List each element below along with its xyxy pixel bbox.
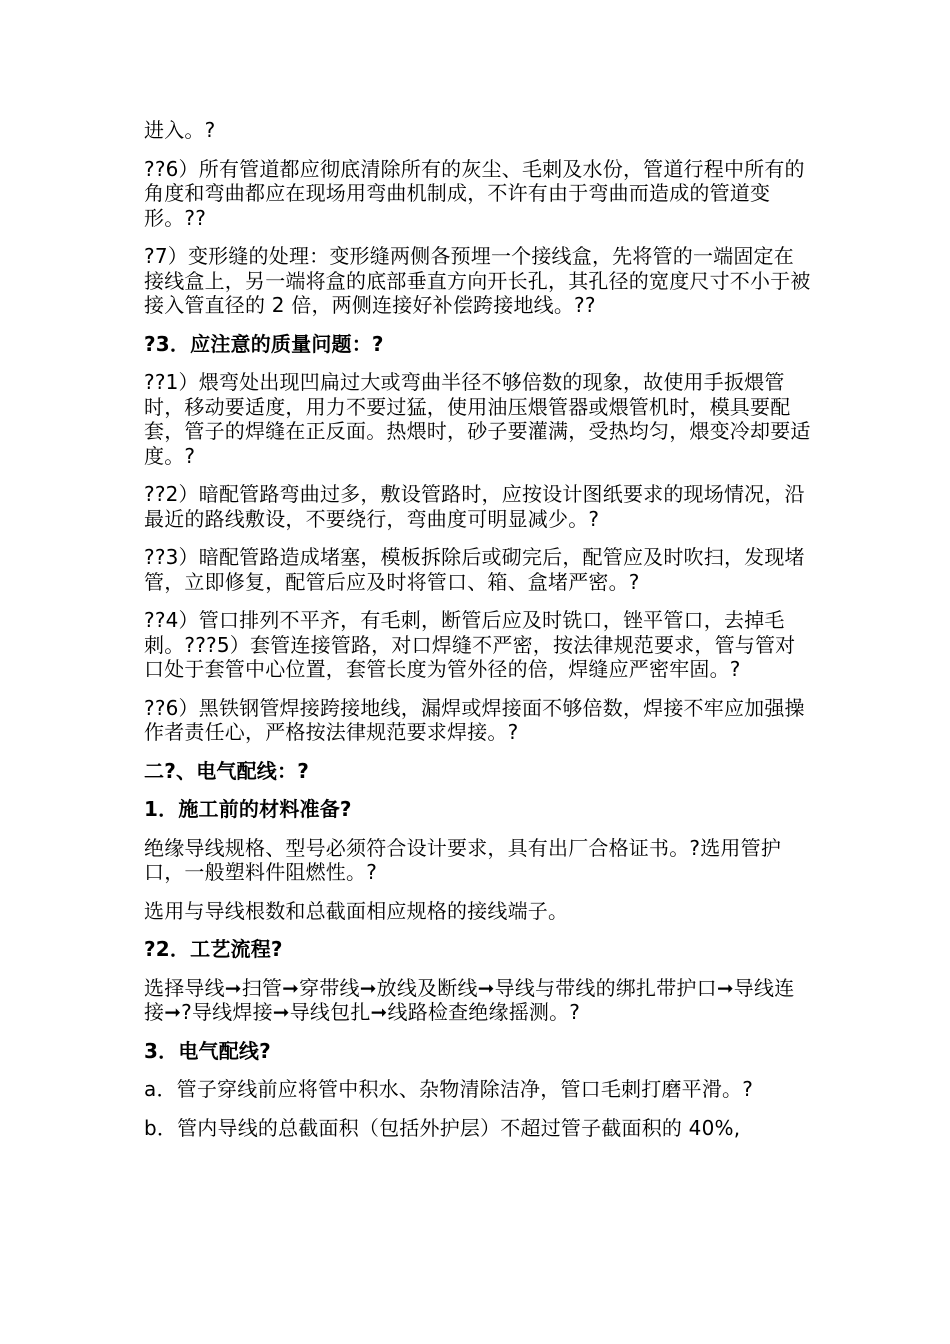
paragraph: ??6）所有管道都应彻底清除所有的灰尘、毛刺及水份，管道行程中所有的角度和弯曲都应在现场用弯曲机制成，不许有由于弯曲而造成的管道变形。??	[144, 156, 805, 230]
paragraph: ??6）黑铁钢管焊接跨接地线，漏焊或焊接面不够倍数，焊接不牢应加强操作者责任心，严格按法律规范要求焊接。?	[144, 695, 805, 744]
paragraph: b．管内导线的总截面积（包括外护层）不超过管子截面积的 40%,	[144, 1115, 741, 1140]
paragraph: ?7）变形缝的处理：变形缝两侧各预埋一个接线盒，先将管的一端固定在接线盒上，另一端将盒的底部垂直方向开长孔，其孔径的宽度尺寸不小于被接入管直径的 2 倍，两侧连接好补偿跨接地线。??	[144, 244, 811, 317]
paragraph: ??3）暗配管路造成堵塞，模板拆除后或砌完后，配管应及时吹扫，发现堵管，立即修复，配管后应及时将管口、箱、盒堵严密。?	[144, 545, 805, 594]
section-heading: ?2．工艺流程?	[144, 937, 283, 961]
paragraph: 选用与导线根数和总截面相应规格的接线端子。	[144, 898, 569, 923]
paragraph: ??1）煨弯处出现凹扁过大或弯曲半径不够倍数的现象，故使用手扳煨管时，移动要适度，用力不要过猛，使用油压煨管器或煨管机时，模具要配套，管子的焊缝在正反面。热煨时，砂子要灌满，受热均匀，煨变冷却要适度。?	[144, 370, 811, 468]
paragraph: 选择导线➞扫管➞穿带线➞放线及断线➞导线与带线的绑扎带护口➞导线连接➞?导线焊接➞导线包扎➞线路检查绝缘摇测。?	[144, 975, 795, 1024]
paragraph: a．管子穿线前应将管中积水、杂物清除洁净，管口毛刺打磨平滑。?	[144, 1077, 754, 1101]
section-heading: 1．施工前的材料准备?	[144, 797, 352, 821]
section-heading: 3．电气配线?	[144, 1038, 271, 1063]
section-heading: 二?、电气配线：?	[144, 758, 310, 783]
section-heading: ?3．应注意的质量问题：?	[144, 331, 384, 356]
paragraph: ??2）暗配管路弯曲过多，敷设管路时，应按设计图纸要求的现场情况，沿最近的路线敷设，不要绕行，弯曲度可明显减少。?	[144, 482, 805, 531]
paragraph: ??4）管口排列不平齐，有毛刺，断管后应及时铣口，锉平管口，去掉毛刺。???5）套管连接管路，对口焊缝不严密，按法律规范要求，管与管对口处于套管中心位置，套管长度为管外径的倍，焊缝应严密牢固。?	[144, 608, 796, 681]
paragraph: 进入。?	[144, 118, 216, 142]
paragraph: 绝缘导线规格、型号必须符合设计要求，具有出厂合格证书。?选用管护口，一般塑料件阻燃性。?	[144, 835, 782, 884]
document-body	[144, 118, 814, 1154]
